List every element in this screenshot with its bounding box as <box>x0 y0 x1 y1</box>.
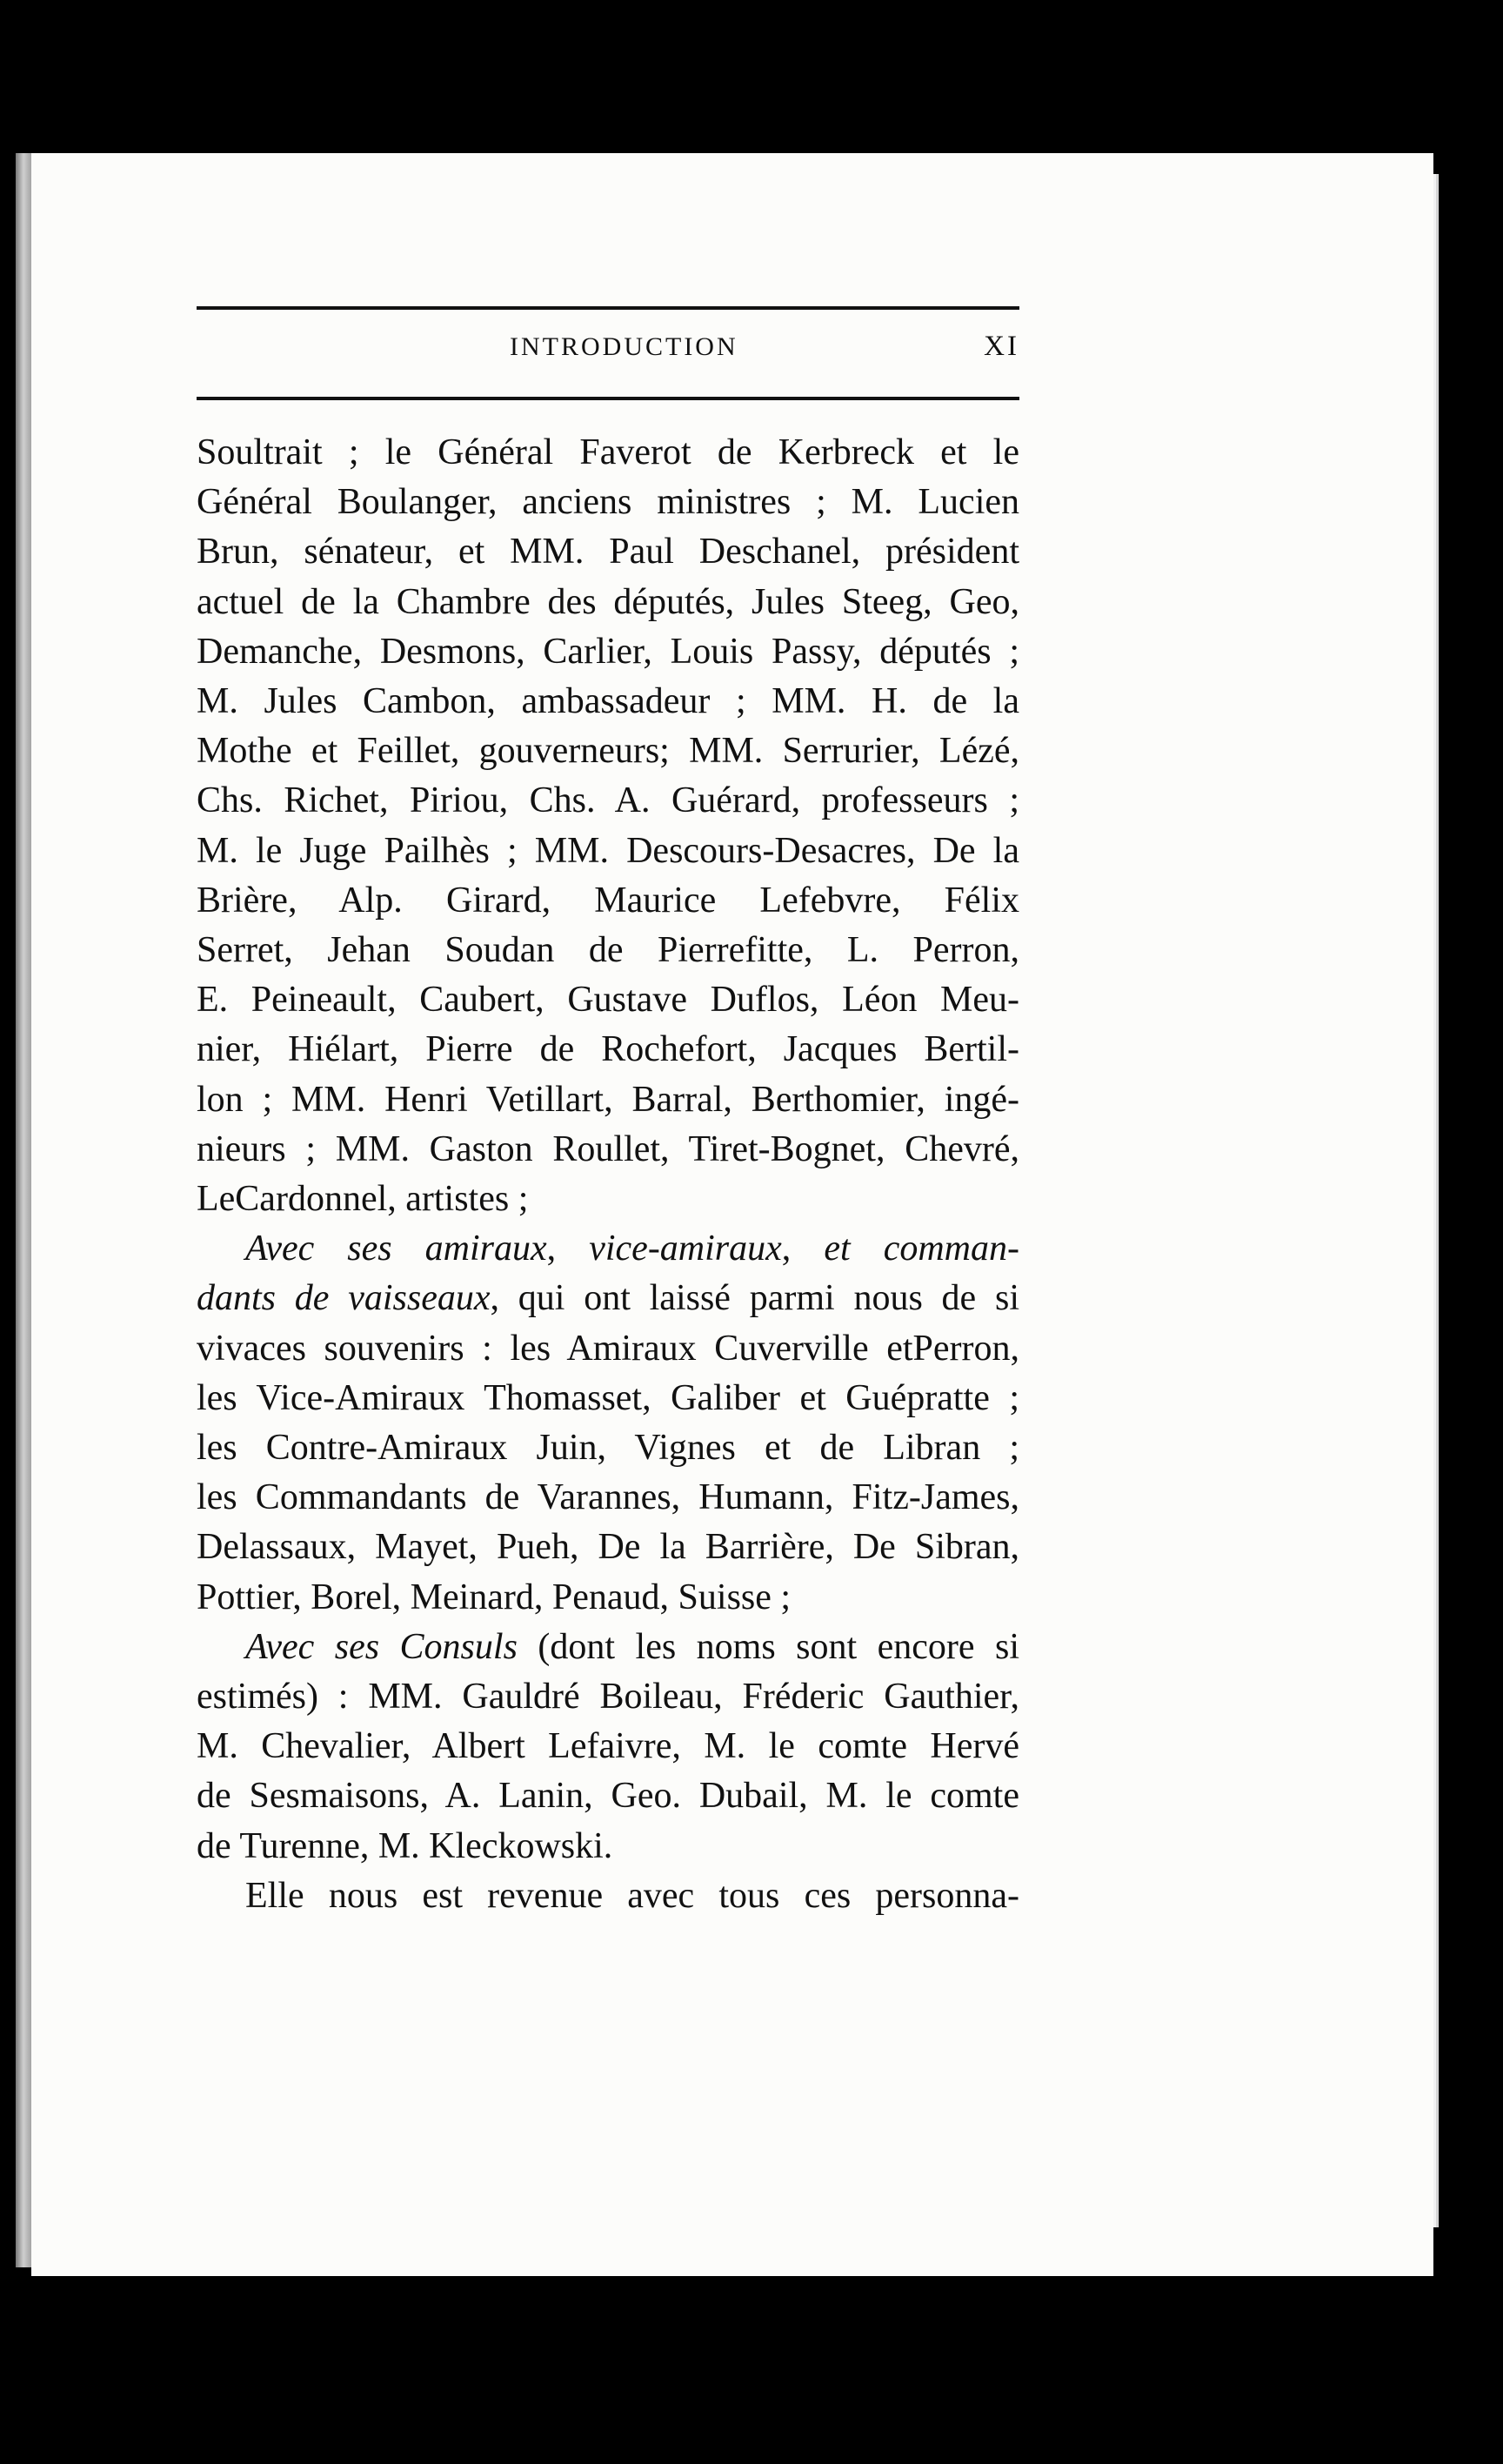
paragraph-consuls-first-line <box>197 1623 1019 1672</box>
text-line: Pottier, Borel, Meinard, Penaud, Suisse ; <box>197 1577 792 1617</box>
running-title: INTRODUCTION <box>510 332 738 361</box>
text-line: M. Chevalier, Albert Lefaivre, M. le comte Hervé <box>197 1726 1019 1767</box>
text-line: Brière, Alp. Girard, Maurice Lefebvre, Félix <box>197 880 1019 921</box>
text-run: , qui ont laissé parmi nous de si <box>490 1278 1019 1319</box>
paragraph-final-line: Elle nous est revenue avec tous ces personna- <box>245 1875 1019 1916</box>
text-line: actuel de la Chambre des députés, Jules Steeg, Geo, <box>197 581 1019 622</box>
text-line: nieurs ; MM. Gaston Roullet, Tiret-Bognet, Chevré, <box>197 1128 1019 1169</box>
text-line: lon ; MM. Henri Vetillart, Barral, Berthomier, ingé- <box>197 1079 1019 1120</box>
italic-phrase: Avec ses amiraux <box>245 1229 547 1269</box>
text-line: vivaces souvenirs : les Amiraux Cuverville etPerron, <box>197 1328 1019 1369</box>
text-line: les Contre-Amiraux Juin, Vignes et de Libran ; <box>197 1428 1019 1469</box>
text-line: Brun, sénateur, et MM. Paul Deschanel, président <box>197 532 1019 572</box>
text-line: de Turenne, M. Kleckowski. <box>197 1825 613 1866</box>
text-line: Serret, Jehan Soudan de Pierrefitte, L. Perron, <box>197 930 1019 971</box>
italic-phrase: et comman- <box>824 1229 1019 1269</box>
italic-phrase: Avec ses Consuls <box>245 1626 518 1667</box>
text-line: les Vice-Amiraux Thomasset, Galiber et Guépratte ; <box>197 1377 1019 1418</box>
text-line: Général Boulanger, anciens ministres ; M. Lucien <box>197 482 1019 523</box>
text-line: E. Peineault, Caubert, Gustave Duflos, Léon Meu- <box>197 980 1019 1021</box>
running-header <box>197 306 1019 402</box>
text-line: Mothe et Feillet, gouverneurs; MM. Serrurier, Lézé, <box>197 731 1019 772</box>
text-line: Delassaux, Mayet, Pueh, De la Barrière, De Sibran, <box>197 1527 1019 1568</box>
text-line: Chs. Richet, Piriou, Chs. A. Guérard, professeurs ; <box>197 780 1019 821</box>
paragraph-admirals-first-line <box>197 1224 1019 1274</box>
header-rule-bottom <box>197 397 1019 400</box>
separator: , <box>781 1229 825 1269</box>
separator: , <box>546 1229 590 1269</box>
body-text <box>197 428 1019 1921</box>
text-line: de Sesmaisons, A. Lanin, Geo. Dubail, M. le comte <box>197 1776 1019 1817</box>
text-line: LeCardonnel, artistes ; <box>197 1179 529 1220</box>
text-line: Demanche, Desmons, Carlier, Louis Passy, députés ; <box>197 631 1019 672</box>
header-rule-top <box>197 306 1019 310</box>
text-line: Soultrait ; le Général Faverot de Kerbreck et le <box>197 432 1019 472</box>
book-left-edge <box>16 153 33 2267</box>
text-line: nier, Hiélart, Pierre de Rochefort, Jacques Bertil- <box>197 1029 1019 1070</box>
text-run: (dont les noms sont encore si <box>517 1626 1020 1667</box>
page-number: XI <box>984 331 1019 362</box>
italic-phrase: dants de vaisseaux <box>197 1278 491 1319</box>
text-line: estimés) : MM. Gauldré Boileau, Fréderic Gauthier, <box>197 1677 1019 1717</box>
text-line: M. le Juge Pailhès ; MM. Descours-Desacres, De la <box>197 830 1019 871</box>
text-line: les Commandants de Varannes, Humann, Fitz-James, <box>197 1477 1019 1518</box>
text-line: M. Jules Cambon, ambassadeur ; MM. H. de la <box>197 681 1019 722</box>
italic-phrase: vice-amiraux <box>589 1229 782 1269</box>
text-line <box>197 1274 1019 1323</box>
